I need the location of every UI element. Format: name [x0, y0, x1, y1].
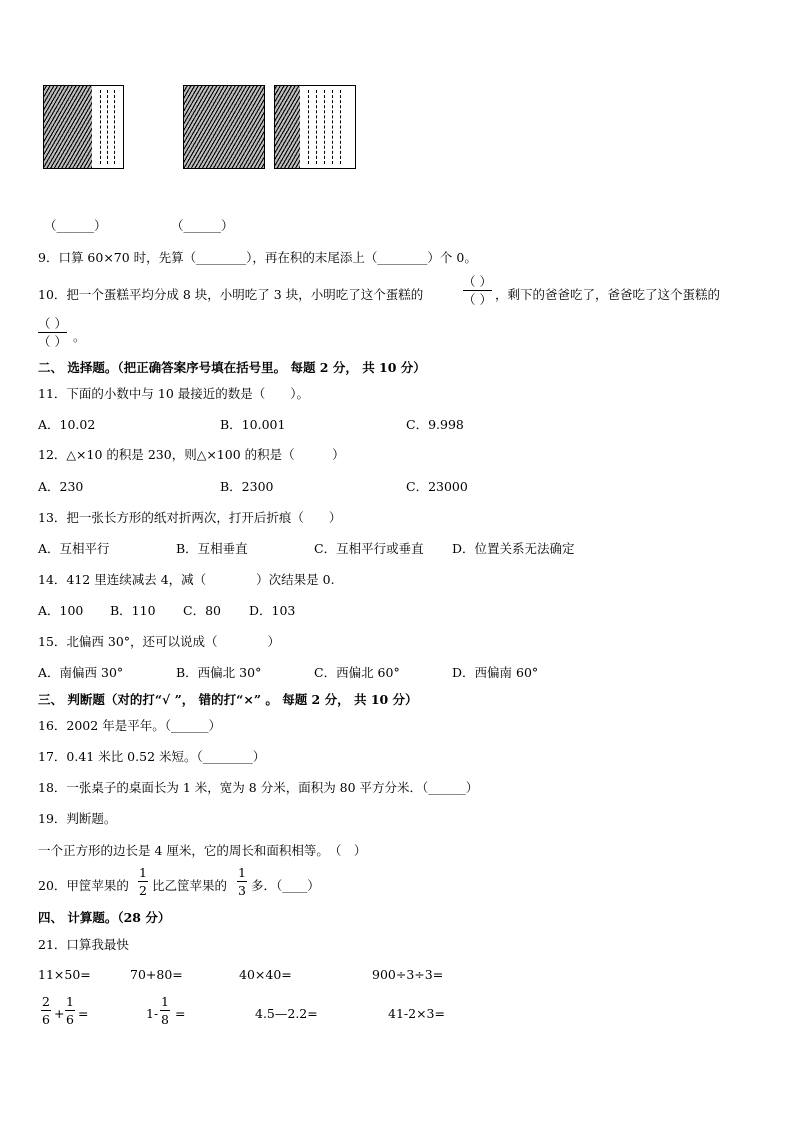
- shaded-region: [44, 86, 92, 168]
- fraction-bar: [463, 290, 492, 291]
- question-18: 18．一张桌子的桌面长为 1 米，宽为 8 分米，面积为 80 平方分米．（______）: [38, 780, 479, 795]
- fraction-one-sixth: [65, 994, 75, 1027]
- section-3-title: 三、 判断题（对的打“√ ”， 错的打“×” 。 每题 2 分， 共 10 分）: [38, 692, 418, 707]
- calc-item: 900÷3÷3=: [372, 967, 444, 982]
- shaded-region: [275, 86, 300, 168]
- question-15-option-c[interactable]: C．西偏北 60°: [314, 665, 400, 680]
- question-13-option-d[interactable]: D．位置关系无法确定: [452, 541, 575, 556]
- fraction-denominator: 6: [42, 1012, 50, 1027]
- fraction-denominator-blank[interactable]: （ ）: [38, 334, 67, 349]
- calc-item: 70+80=: [130, 967, 183, 982]
- question-20-part-a: 20．甲筐苹果的: [38, 878, 129, 893]
- section-4-title: 四、 计算题。（28 分）: [38, 910, 171, 925]
- question-19-statement: 一个正方形的边长是 4 厘米，它的周长和面积相等。 （ ）: [38, 843, 367, 858]
- dashed-line: [316, 90, 317, 164]
- dashed-line: [114, 90, 115, 164]
- question-15-option-b[interactable]: B．西偏北 30°: [176, 665, 262, 680]
- fraction-one-half: [138, 865, 148, 898]
- question-15-option-d[interactable]: D．西偏南 60°: [452, 665, 539, 680]
- fraction-numerator: 1: [66, 994, 74, 1009]
- fraction-denominator: 2: [139, 883, 147, 898]
- question-11-option-a[interactable]: A．10.02: [38, 417, 96, 432]
- calc-item: 41-2×3=: [388, 1006, 445, 1021]
- question-11-option-c[interactable]: C．9.998: [406, 417, 464, 432]
- question-11-option-b[interactable]: B．10.001: [220, 417, 286, 432]
- dashed-line: [107, 90, 108, 164]
- fraction-bar: [237, 881, 247, 882]
- fraction-denominator: 6: [66, 1012, 74, 1027]
- fraction-numerator: 1: [161, 994, 169, 1009]
- figure-answer-blank-1[interactable]: （______）: [44, 218, 107, 233]
- question-14-option-a[interactable]: A．100: [38, 603, 84, 618]
- question-15-option-a[interactable]: A．南偏西 30°: [38, 665, 124, 680]
- fraction-bar: [38, 332, 67, 333]
- question-19-title: 19．判断题。: [38, 811, 117, 826]
- figure-answer-blank-2[interactable]: （______）: [171, 218, 234, 233]
- fraction-numerator-blank[interactable]: （ ）: [38, 316, 67, 331]
- fraction-numerator-blank[interactable]: （ ）: [463, 274, 492, 289]
- equals-sign: =: [78, 1006, 89, 1021]
- question-14-option-d[interactable]: D．103: [249, 603, 296, 618]
- dashed-line: [340, 90, 341, 164]
- question-15: 15．北偏西 30°，还可以说成（ ）: [38, 634, 281, 649]
- question-12: 12．△×10 的积是 230，则△×100 的积是（ ）: [38, 447, 345, 462]
- fraction-bar: [160, 1010, 170, 1011]
- calc-item: 11×50=: [38, 967, 91, 982]
- dashed-line: [324, 90, 325, 164]
- question-12-option-b[interactable]: B．2300: [220, 479, 274, 494]
- question-21-title: 21．口算我最快: [38, 937, 129, 952]
- fraction-one-third: [237, 865, 247, 898]
- dashed-line: [100, 90, 101, 164]
- fraction-numerator: 1: [238, 865, 246, 880]
- fraction-denominator: 3: [238, 883, 246, 898]
- fraction-denominator-blank[interactable]: （ ）: [463, 292, 492, 307]
- question-20-part-c: 多．（____）: [251, 878, 320, 893]
- fraction-two-sixths: [41, 994, 51, 1027]
- question-17: 17．0.41 米比 0.52 米短。（________）: [38, 749, 266, 764]
- question-10-fraction-blank-2[interactable]: [38, 316, 67, 349]
- question-14: 14．412 里连续减去 4，减（ ）次结果是 0.: [38, 572, 335, 587]
- question-10-end: 。: [73, 329, 86, 344]
- calc-item: 4.5—2.2=: [255, 1006, 318, 1021]
- fraction-bar: [65, 1010, 75, 1011]
- question-11: 11．下面的小数中与 10 最接近的数是（ ）。: [38, 386, 310, 401]
- shaded-region: [184, 86, 265, 168]
- question-16: 16．2002 年是平年。（______）: [38, 718, 221, 733]
- calc-prefix: 1-: [146, 1006, 159, 1021]
- fraction-numerator: 2: [42, 994, 50, 1009]
- fraction-bar: [41, 1010, 51, 1011]
- section-2-title: 二、 选择题。（把正确答案序号填在括号里。 每题 2 分， 共 10 分）: [38, 360, 426, 375]
- hatched-square-figure-3: [274, 85, 356, 169]
- dashed-line: [308, 90, 309, 164]
- fraction-denominator: 8: [161, 1012, 169, 1027]
- question-10-part-a: 10．把一个蛋糕平均分成 8 块，小明吃了 3 块，小明吃了这个蛋糕的: [38, 287, 424, 302]
- question-12-option-a[interactable]: A．230: [38, 479, 84, 494]
- calc-item: 40×40=: [239, 967, 292, 982]
- question-12-option-c[interactable]: C．23000: [406, 479, 468, 494]
- hatched-square-figure-2: [183, 85, 265, 169]
- question-14-option-c[interactable]: C．80: [183, 603, 221, 618]
- question-13-option-a[interactable]: A．互相平行: [38, 541, 110, 556]
- question-13-option-b[interactable]: B．互相垂直: [176, 541, 248, 556]
- question-20-part-b: 比乙筐苹果的: [152, 878, 228, 893]
- fraction-bar: [138, 881, 148, 882]
- question-10-part-b: ，剩下的爸爸吃了，爸爸吃了这个蛋糕的: [495, 287, 721, 302]
- question-13-option-c[interactable]: C．互相平行或垂直: [314, 541, 424, 556]
- question-14-option-b[interactable]: B．110: [110, 603, 156, 618]
- question-9: 9．口算 60×70 时，先算（________），再在积的末尾添上（________）个 0。: [38, 250, 477, 265]
- fraction-numerator: 1: [139, 865, 147, 880]
- hatched-square-figure-1: [43, 85, 124, 169]
- equals-sign: =: [175, 1006, 186, 1021]
- plus-sign: +: [54, 1006, 65, 1021]
- question-13: 13．把一张长方形的纸对折两次，打开后折痕（ ）: [38, 510, 342, 525]
- dashed-line: [332, 90, 333, 164]
- fraction-one-eighth: [160, 994, 170, 1027]
- question-10-fraction-blank-1[interactable]: [463, 274, 492, 307]
